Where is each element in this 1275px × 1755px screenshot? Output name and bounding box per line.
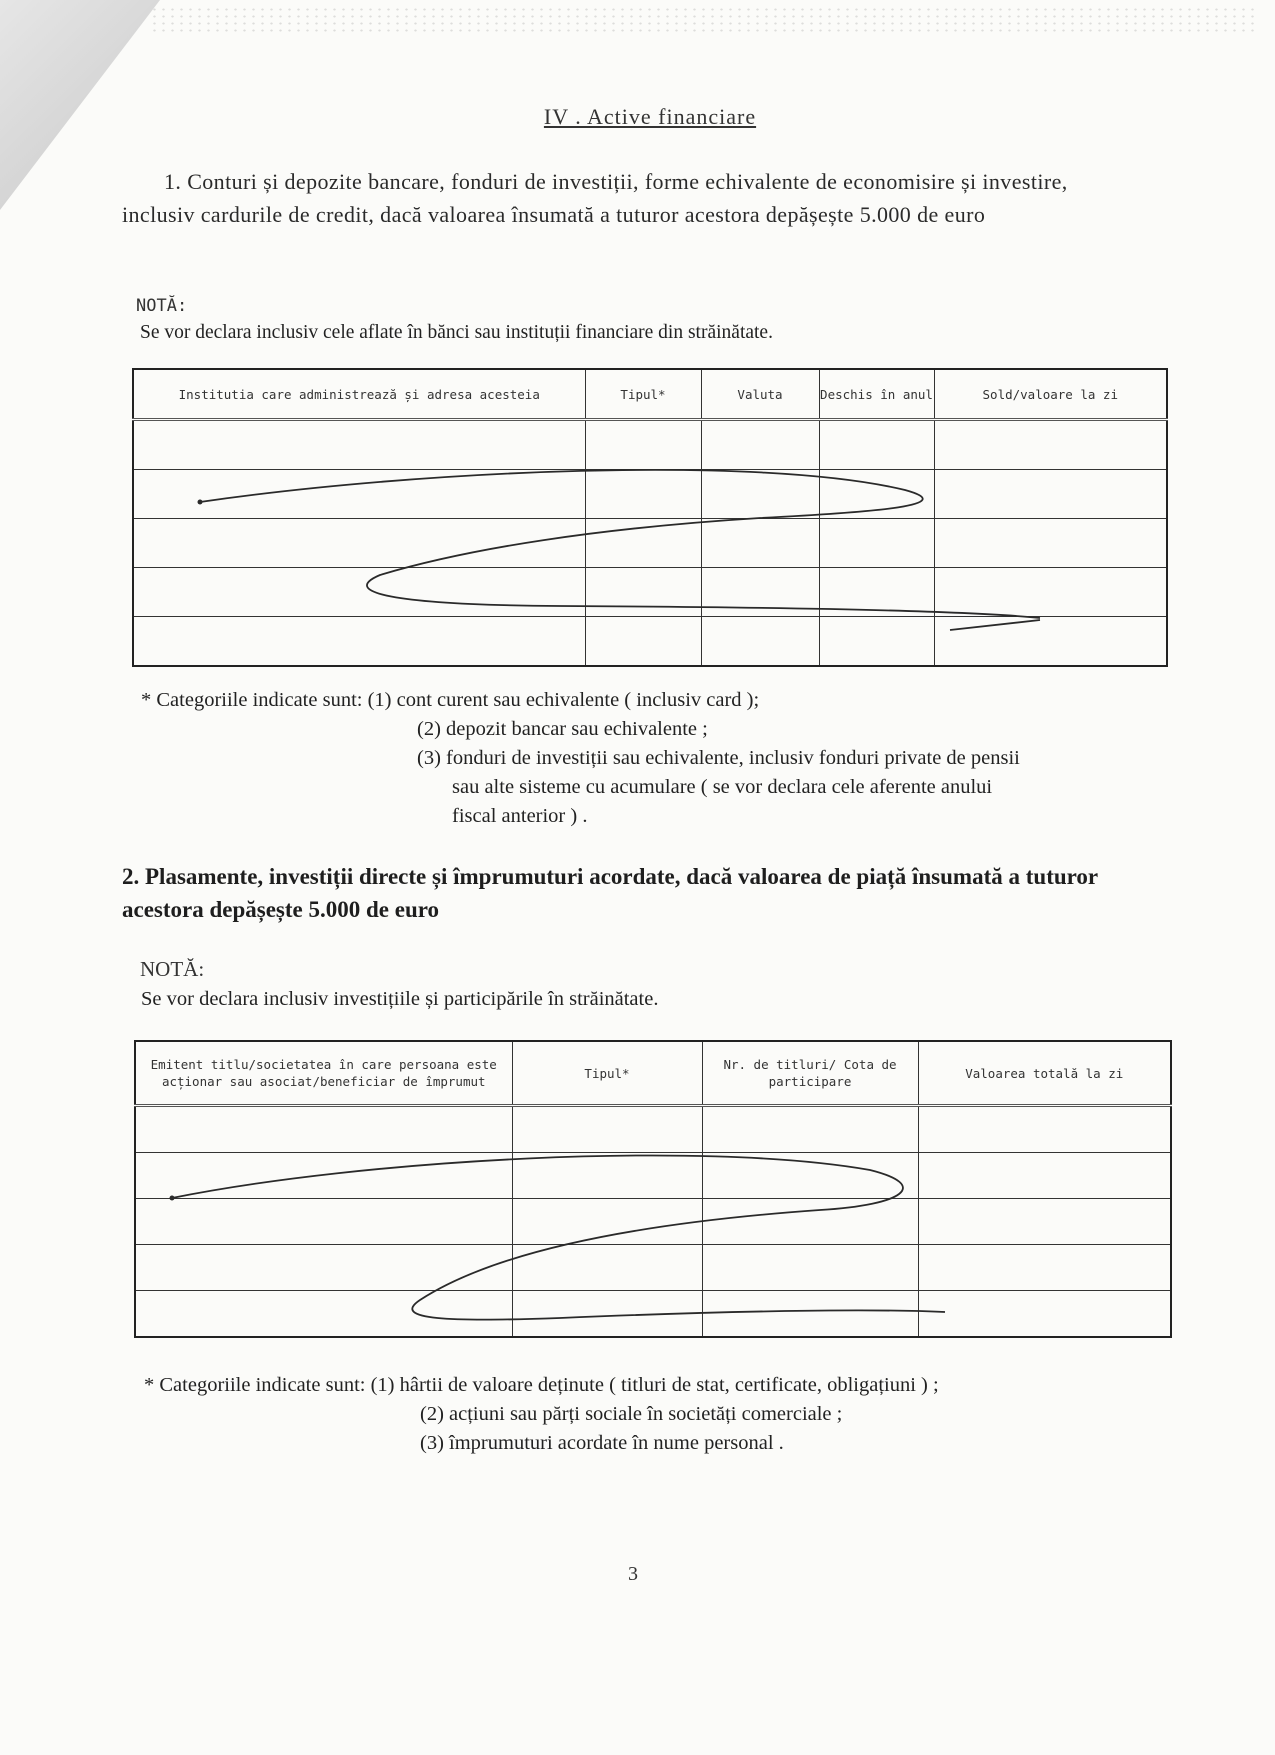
- category-item: (3) împrumuturi acordate în nume personal .: [420, 1432, 784, 1454]
- table-row: [135, 1291, 1171, 1338]
- category-item: (2) acțiuni sau părți sociale în societăți comerciale ;: [420, 1403, 843, 1425]
- section2-nota-label: NOTĂ:: [140, 957, 205, 981]
- table-cell[interactable]: [918, 1199, 1171, 1245]
- table-row: [135, 1199, 1171, 1245]
- section2-title: 2. Plasamente, investiții directe și împrumuturi acordate, dacă valoarea de piață însumată a tuturor acestora depășește 5.000 de euro: [122, 864, 1098, 922]
- category-item: sau alte sisteme cu acumulare ( se vor declara cele aferente anului: [452, 776, 993, 798]
- col-header-currency: Valuta: [701, 369, 819, 420]
- table-header-row: [133, 369, 1167, 420]
- col-header-type: Tipul*: [512, 1041, 702, 1106]
- investments-table: [134, 1040, 1172, 1338]
- table-cell[interactable]: [918, 1153, 1171, 1199]
- col-header-balance: Sold/valoare la zi: [934, 369, 1167, 420]
- section1-categories: [141, 686, 1020, 831]
- table-row: [135, 1153, 1171, 1199]
- table-row: [133, 617, 1167, 667]
- table-cell[interactable]: [819, 470, 934, 519]
- categories-lead: * Categoriile indicate sunt:: [141, 689, 363, 711]
- table-cell[interactable]: [701, 420, 819, 470]
- table-cell[interactable]: [934, 617, 1167, 667]
- category-item: (2) depozit bancar sau echivalente ;: [417, 718, 708, 740]
- table-cell[interactable]: [133, 568, 585, 617]
- table-cell[interactable]: [702, 1245, 918, 1291]
- table-cell[interactable]: [819, 617, 934, 667]
- table-cell[interactable]: [934, 568, 1167, 617]
- table-row: [135, 1245, 1171, 1291]
- table-cell[interactable]: [934, 519, 1167, 568]
- table-cell[interactable]: [701, 519, 819, 568]
- table-cell[interactable]: [512, 1153, 702, 1199]
- table-cell[interactable]: [133, 519, 585, 568]
- table-cell[interactable]: [819, 420, 934, 470]
- table-cell[interactable]: [585, 420, 701, 470]
- section-heading: IV . Active financiare: [543, 104, 757, 129]
- table-cell[interactable]: [512, 1291, 702, 1338]
- table-cell[interactable]: [918, 1245, 1171, 1291]
- table-cell[interactable]: [135, 1199, 512, 1245]
- category-item: (3) fonduri de investiții sau echivalente, inclusiv fonduri private de pensii: [417, 747, 1020, 769]
- table-cell[interactable]: [512, 1199, 702, 1245]
- table-cell[interactable]: [135, 1106, 512, 1153]
- table-cell[interactable]: [819, 519, 934, 568]
- table-row: [133, 519, 1167, 568]
- table-cell[interactable]: [585, 470, 701, 519]
- page-number: 3: [628, 1563, 638, 1585]
- table-row: [133, 470, 1167, 519]
- section1-title: 1. Conturi și depozite bancare, fonduri de investiții, forme echivalente de economisire și investire, inclusiv cardurile de credit, dacă valoarea însumată a tuturor acestora depășește 5.000 de euro: [122, 169, 1068, 227]
- section2-nota-text: Se vor declara inclusiv investițiile și participările în străinătate.: [141, 988, 659, 1010]
- category-item: (1) cont curent sau echivalente ( inclusiv card );: [367, 689, 760, 711]
- col-header-total-value: Valoarea totală la zi: [918, 1041, 1171, 1106]
- table-cell[interactable]: [701, 617, 819, 667]
- table-row: [135, 1106, 1171, 1153]
- section1-nota-label: NOTĂ:: [136, 296, 188, 316]
- col-header-institution: Institutia care administrează și adresa acesteia: [133, 369, 585, 420]
- table-cell[interactable]: [133, 420, 585, 470]
- table-cell[interactable]: [512, 1106, 702, 1153]
- table-cell[interactable]: [702, 1106, 918, 1153]
- scan-noise: [150, 6, 1260, 34]
- col-header-opened-year: Deschis în anul: [819, 369, 934, 420]
- table-cell[interactable]: [512, 1245, 702, 1291]
- table-cell[interactable]: [918, 1291, 1171, 1338]
- table-cell[interactable]: [135, 1245, 512, 1291]
- section2-categories: [144, 1371, 939, 1458]
- col-header-shares: Nr. de titluri/ Cota de participare: [702, 1041, 918, 1106]
- category-item: fiscal anterior ) .: [452, 805, 588, 827]
- table-cell[interactable]: [585, 617, 701, 667]
- bank-accounts-table: [132, 368, 1168, 667]
- table-cell[interactable]: [133, 470, 585, 519]
- table-cell[interactable]: [135, 1291, 512, 1338]
- table-cell[interactable]: [585, 519, 701, 568]
- table-cell[interactable]: [701, 470, 819, 519]
- section1-nota-text: Se vor declara inclusiv cele aflate în bănci sau instituții financiare din străinătate.: [140, 322, 773, 343]
- col-header-issuer: Emitent titlu/societatea în care persoana este acționar sau asociat/beneficiar de împrumut: [135, 1041, 512, 1106]
- category-item: (1) hârtii de valoare deținute ( titluri de stat, certificate, obligațiuni ) ;: [370, 1374, 939, 1396]
- table-cell[interactable]: [702, 1153, 918, 1199]
- table-cell[interactable]: [918, 1106, 1171, 1153]
- table-cell[interactable]: [702, 1291, 918, 1338]
- col-header-type: Tipul*: [585, 369, 701, 420]
- table-cell[interactable]: [585, 568, 701, 617]
- table-header-row: [135, 1041, 1171, 1106]
- table-cell[interactable]: [934, 470, 1167, 519]
- categories-lead: * Categoriile indicate sunt:: [144, 1374, 366, 1396]
- table-cell[interactable]: [133, 617, 585, 667]
- table-cell[interactable]: [934, 420, 1167, 470]
- table-row: [133, 568, 1167, 617]
- table-cell[interactable]: [819, 568, 934, 617]
- table-row: [133, 420, 1167, 470]
- table-cell[interactable]: [135, 1153, 512, 1199]
- table-cell[interactable]: [702, 1199, 918, 1245]
- table-cell[interactable]: [701, 568, 819, 617]
